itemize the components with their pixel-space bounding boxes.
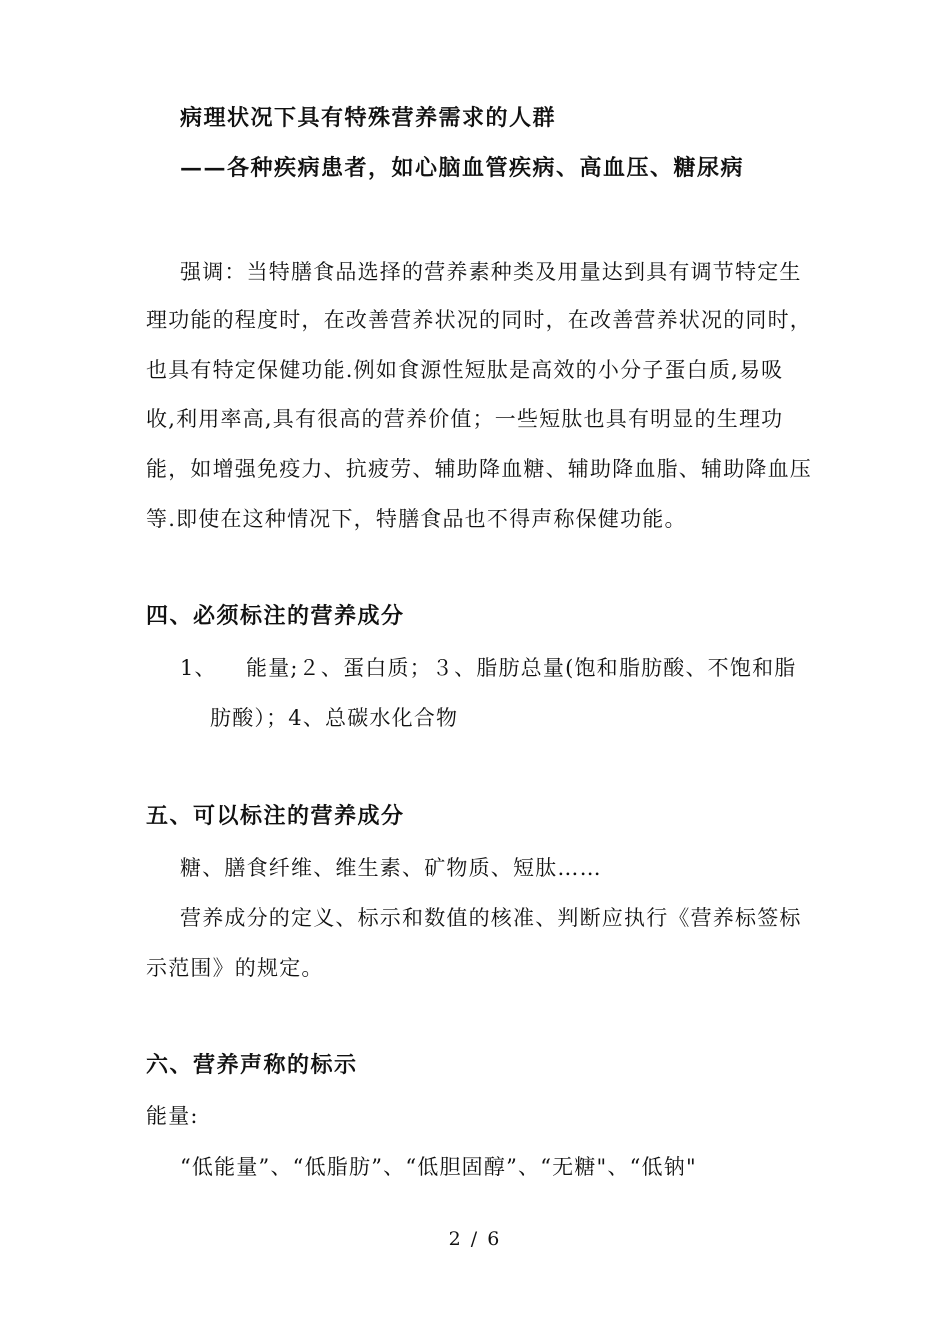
section-5-line: 示范围》的规定。 (146, 956, 324, 980)
paragraph-line: 理功能的程度时，在改善营养状况的同时，在改善营养状况的同时， (146, 308, 812, 332)
section-6-label: 能量: (146, 1104, 199, 1128)
paragraph-line: 能，如增强免疫力、抗疲劳、辅助降血糖、辅助降血脂、辅助降血压 (146, 457, 812, 481)
page-number: 2 / 6 (448, 1228, 502, 1250)
list-item-text: 能量;２、蛋白质；３、脂肪总量(饱和脂肪酸、不饱和脂 (246, 656, 797, 680)
section-5-heading: 五、可以标注的营养成分 (146, 803, 405, 829)
section-5-line: 营养成分的定义、标示和数值的核准、判断应执行《营养标签标 (180, 906, 802, 930)
list-item-number: 1、 (180, 656, 217, 680)
section-6-heading: 六、营养声称的标示 (146, 1052, 358, 1078)
nutrition-claims-line: “低能量”、“低脂肪”、“低胆固醇”、“无糖"、“低钠" (180, 1155, 697, 1179)
section-5-line: 糖、膳食纤维、维生素、矿物质、短肽…… (180, 856, 602, 880)
list-item-text-continued: 肪酸）；4、总碳水化合物 (210, 706, 459, 730)
heading-line-2: ——各种疾病患者，如心脑血管疾病、高血压、糖尿病 (180, 155, 745, 181)
paragraph-line: 等.即使在这种情况下，特膳食品也不得声称保健功能。 (146, 507, 687, 531)
paragraph-line: 强调：当特膳食品选择的营养素种类及用量达到具有调节特定生 (180, 260, 802, 284)
paragraph-line: 收,利用率高,具有很高的营养价值；一些短肽也具有明显的生理功 (146, 407, 784, 431)
paragraph-line: 也具有特定保健功能.例如食源性短肽是高效的小分子蛋白质,易吸 (146, 358, 784, 382)
section-4-heading: 四、必须标注的营养成分 (146, 603, 405, 629)
heading-line-1: 病理状况下具有特殊营养需求的人群 (180, 105, 557, 131)
